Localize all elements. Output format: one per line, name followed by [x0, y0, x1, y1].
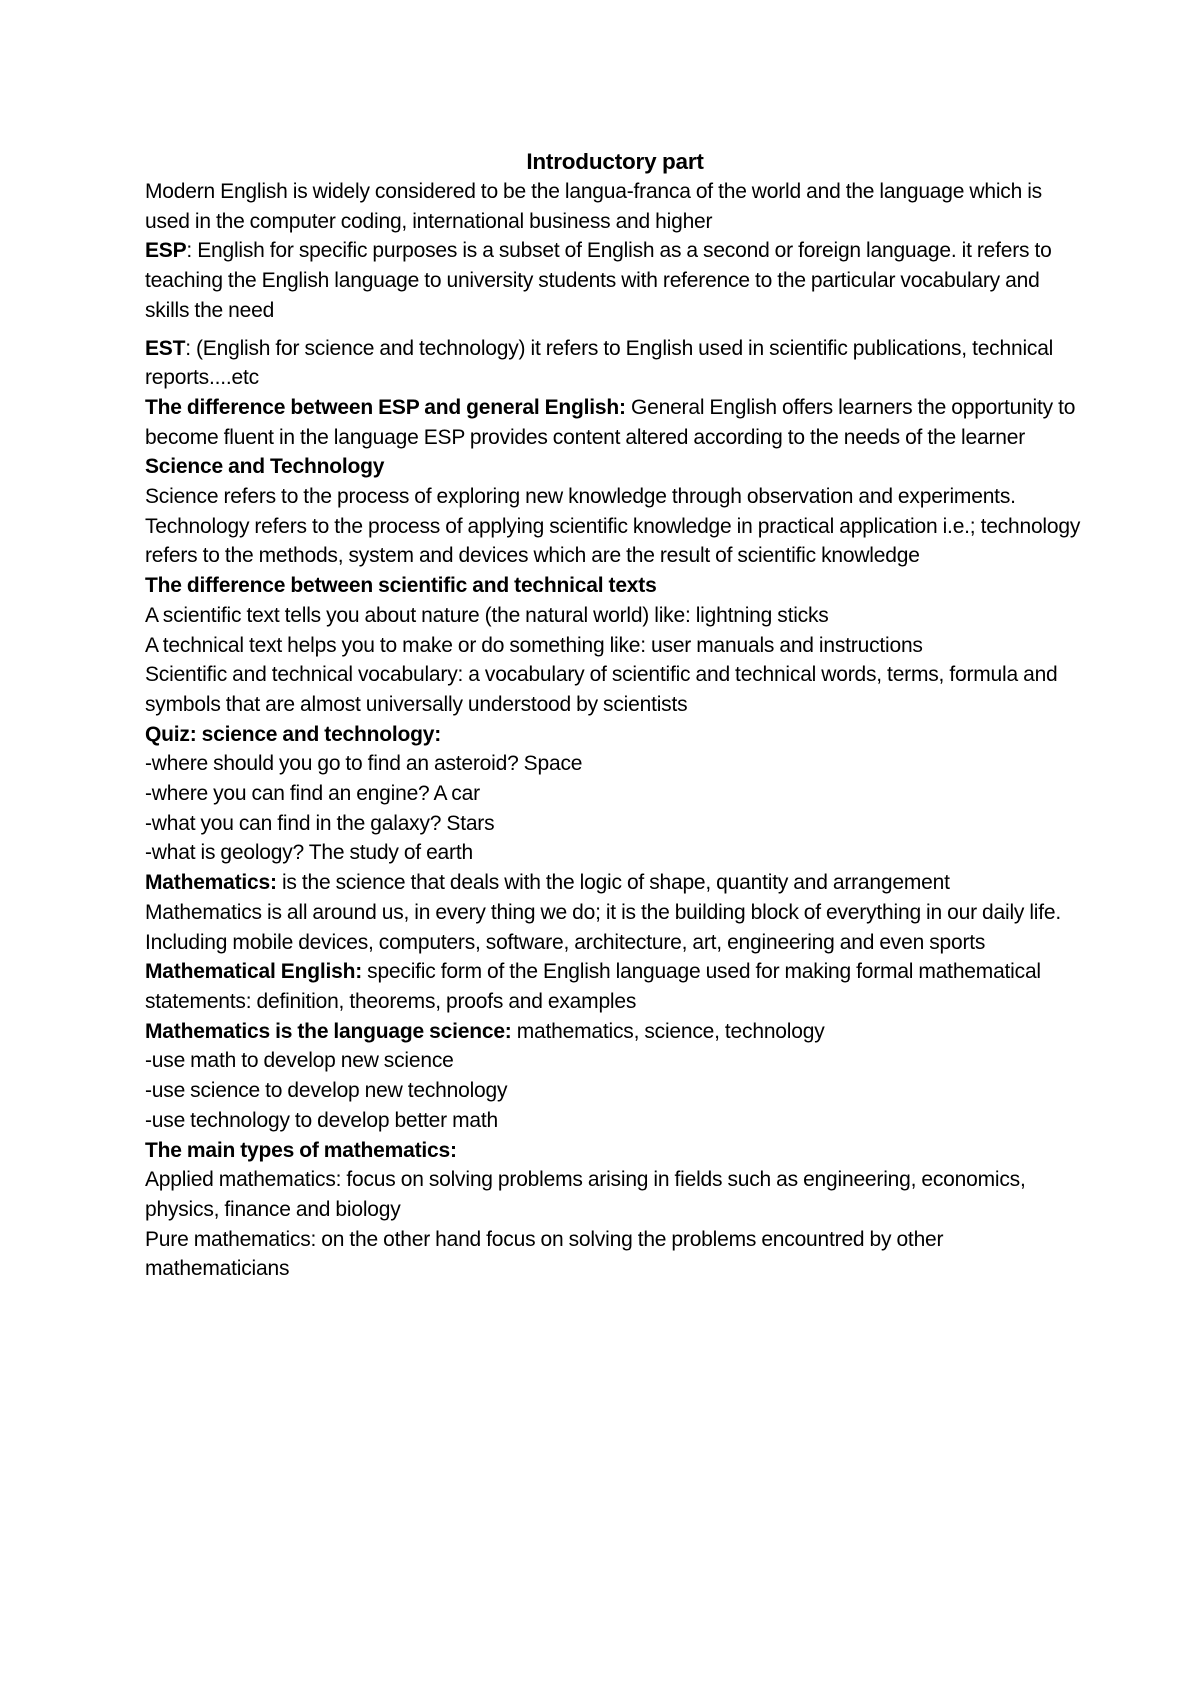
paragraph-est: [145, 334, 1085, 393]
quiz-item: [145, 779, 1085, 809]
heading-quiz: [145, 720, 1085, 750]
paragraph-text: : English for specific purposes is a subset of English as a second or foreign language. it refers to teaching the English language to university students with reference to the particular vocabulary and skills the need: [145, 239, 1052, 322]
paragraph-text: -use science to develop new technology: [145, 1079, 508, 1103]
paragraph-label: EST: [145, 336, 186, 360]
paragraph-mathematical-english: [145, 957, 1085, 1016]
list-item: [145, 1046, 1085, 1076]
paragraph-text: Scientific and technical vocabulary: a vocabulary of scientific and technical words, terms, formula and symbols that are almost universally understood by scientists: [145, 663, 1058, 716]
paragraph-text: -use math to develop new science: [145, 1049, 454, 1073]
paragraph-vocabulary: [145, 660, 1085, 719]
list-item: [145, 1106, 1085, 1136]
paragraph-text: Applied mathematics: focus on solving problems arising in fields such as engineering, economics, physics, finance and biology: [145, 1168, 1026, 1221]
heading-science-technology: [145, 452, 1085, 482]
paragraph-pure-math: [145, 1225, 1085, 1284]
document-title: Introductory part: [526, 149, 704, 174]
paragraph-label: The main types of mathematics:: [145, 1138, 457, 1162]
paragraph-label: Science and Technology: [145, 455, 385, 479]
paragraph-technical-text: [145, 631, 1085, 661]
paragraph-text: is the science that deals with the logic of shape, quantity and arrangement: [276, 871, 950, 895]
paragraph-text: Modern English is widely considered to be the langua-franca of the world and the language which is used in the computer coding, international business and higher: [145, 180, 1042, 233]
paragraph-label: Mathematical English:: [145, 960, 363, 984]
paragraph-label: ESP: [145, 239, 187, 263]
quiz-item: [145, 838, 1085, 868]
paragraph-text: -where should you go to find an asteroid? Space: [145, 752, 583, 776]
heading-main-types: [145, 1136, 1085, 1166]
paragraph-esp-vs-general: [145, 393, 1085, 452]
paragraph-esp: [145, 236, 1085, 325]
paragraph-text: A technical text helps you to make or do something like: user manuals and instructions: [145, 633, 923, 657]
paragraph-mathematics-around-us: [145, 898, 1085, 957]
paragraph-modern-english: [145, 177, 1085, 236]
paragraph-text: mathematics, science, technology: [511, 1019, 825, 1043]
paragraph-text: : (English for science and technology) it refers to English used in scientific publications, technical reports....etc: [145, 336, 1054, 390]
paragraph-text: Mathematics is all around us, in every thing we do; it is the building block of everything in our daily life. Including mobile devices, computers, software, architecture, art, engineering and even sports: [145, 900, 1062, 954]
paragraph-label: Mathematics:: [145, 871, 277, 895]
paragraph-mathematics: [145, 868, 1085, 898]
paragraph-text: -use technology to develop better math: [145, 1108, 498, 1132]
quiz-item: [145, 749, 1085, 779]
paragraph-text: specific form of the English language used for making formal mathematical statements: definition, theorems, proofs and examples: [145, 960, 1041, 1013]
paragraph-text: General English offers learners the opportunity to become fluent in the language ESP provides content altered according to the needs of the learner: [145, 395, 1076, 449]
paragraph-text: -where you can find an engine? A car: [145, 782, 480, 806]
list-item: [145, 1076, 1085, 1106]
paragraph-label: Quiz: science and technology:: [145, 722, 442, 746]
paragraph-text: A scientific text tells you about nature (the natural world) like: lightning sticks: [145, 603, 829, 627]
paragraph-applied-math: [145, 1165, 1085, 1224]
paragraph-text: -what is geology? The study of earth: [145, 841, 473, 865]
paragraph-label: Mathematics is the language science:: [145, 1019, 512, 1043]
paragraph-text: -what you can find in the galaxy? Stars: [145, 811, 495, 835]
paragraph-language-science: [145, 1017, 1085, 1047]
paragraph-text: Pure mathematics: on the other hand focus on solving the problems encountred by other mathematicians: [145, 1227, 944, 1281]
heading-scientific-technical-texts: [145, 571, 1085, 601]
paragraph-scientific-text: [145, 601, 1085, 631]
paragraph-science-definition: [145, 482, 1085, 571]
paragraph-label: The difference between scientific and technical texts: [145, 574, 657, 598]
quiz-item: [145, 809, 1085, 839]
paragraph-label: The difference between ESP and general English:: [145, 395, 626, 419]
paragraph-text: Science refers to the process of exploring new knowledge through observation and experiments. Technology refers to the process of applying scientific knowledge in practical application i.e.; technology refers to the methods, system and devices which are the result of scientific knowledge: [145, 485, 1081, 568]
document-body: [145, 146, 1085, 1284]
